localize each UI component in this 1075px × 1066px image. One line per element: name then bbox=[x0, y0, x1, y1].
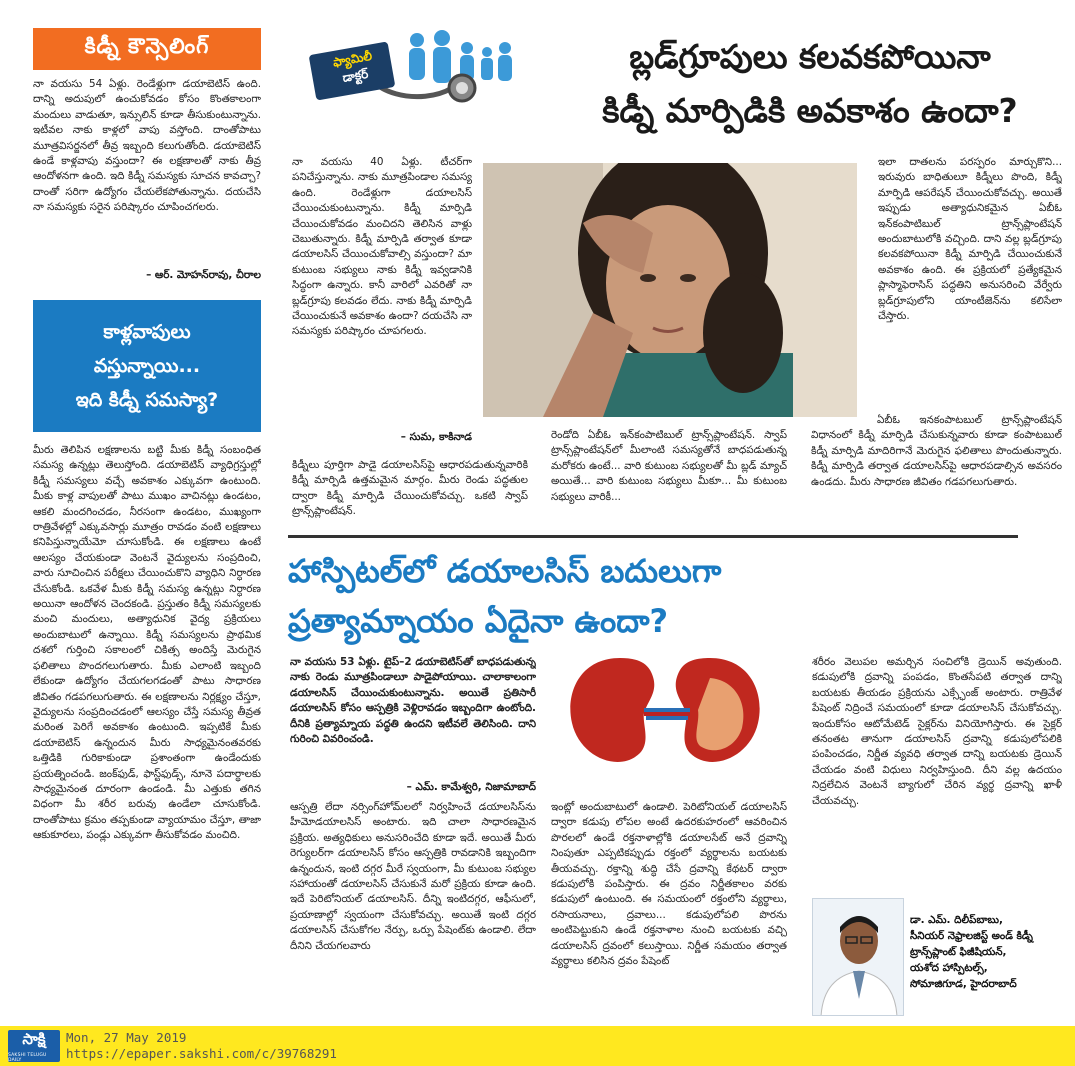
left-letter-signature: – ఆర్‌. మోహన్‌రావు, చీరాల bbox=[146, 269, 261, 281]
badge-line1: ఫ్యామిలీ bbox=[331, 48, 374, 70]
left-answer: మీరు తెలిపిన లక్షణాలను బట్టి మీకు కిడ్నీ సంబంధిత సమస్య ఉన్నట్లు తెలుస్తోంది. డయాబెటిస్‌ వ్యాధిగ్రస్తుల్లో కిడ్నీ సమస్యలు వచ్చే అవకాశం ఎక్కువగా ఉంటుంది. మీకు కాళ్ల వాపులతో పాటు ముఖం వాచినట్లు ఉండటం, ఆకలి మందగించడం, నీరసంగా ఉండటం, ముఖ్యంగా రాత్రివేళల్లో ఎక్కువసార్లు మూత్రం రావడం వంటి లక్షణాలు కనిపిస్తున్నాయేమో చూసుకోండి. ఈ లక్షణాలు ఉంటే ఆలస్యం చేయకుండా వెంటనే వైద్యులను సంప్రదించి, వారు సూచించిన పరీక్షలు చేయించుకొని వ్యాధిని నిర్ధారణ చేసుకోండి. ఒకవేళ మీకు కిడ్నీ సమస్య ఉన్నట్లు నిర్ధారణ అయినా ఆందోళన చెందకండి. ప్రస్తుతం కిడ్నీ సమస్యలకు మంచి మందులు, అత్యాధునిక వైద్య ప్రక్రియలు అందుబాటులో ఉన్నాయి. కిడ్నీ సమస్యలను ప్రాథమిక దశలో గుర్తించి సకాలంలో చికిత్స అందిస్తే మెరుగైన ఫలితాలు పొందగలుగుతారు. మీకు ఎలాంటి ఇబ్బంది లేకుండా ఉద్యోగం చేయగలగడంతో పాటు సాధారణ జీవితం గడపగలుగుతారు. ఈ లక్షణాలను నిర్లక్ష్యం చేస్తూ, వైద్యులను సంప్రదించడంలో ఆలస్యం చేస్తే సమస్య తీవ్రత మరింత పెరిగే అవకాశం ఉంటుంది. ఇప్పటికే మీకు డయాబెటిస్‌ ఉన్నందున మీరు సాధ్యమైనంతవరకు ఒత్తిడికి గురికాకుండా ప్రశాంతంగా ఉండేందుకు ప్రయత్నించండి. జంక్‌ఫుడ్, ఫాస్ట్‌ఫుడ్స్, నూనె పదార్థాలకు సాధ్యమైనంత దూరంగా ఉండండి. మీ ఎత్తుకు తగిన విధంగా మీ శరీర బరువు ఉండేలా చూసుకోండి. దాంతోపాటు క్రమం తప్పకుండా వ్యాయామం చేస్తూ, తాజా ఆకుకూరలు, పండ్లు ఎక్కువగా తీసుకోవడం మంచిది. bbox=[33, 444, 261, 842]
article2-answer-col3: శరీరం వెలుపల అమర్చిన సంచిలోకి డ్రెయిన్‌ అవుతుంది. కడుపులోకి ద్రవాన్ని పంపడం, కొంతసేపటి తర్వాత దాన్ని బయటకు తీయడం ప్రక్రియను ఎక్స్ఛేంజ్‌ అంటారు. రాత్రివేళ పేషెంట్‌ నిద్రించే సమయంలో కూడా డయాలసిస్‌ చేసుకోవచ్చు. ఇందుకోసం ఆటోమేటెడ్‌ సైక్లర్‌ను వినియోగిస్తారు. ఈ సైక్లర్‌ తనంతట తానుగా డయాలసిస్‌ ద్రవాన్ని కడుపులోపలికి పంపించడం, నిర్ణీత వ్యవధి తర్వాత దాన్ని బయటకు డ్రెయిన్‌ చేయడం వంటి విధులు నిర్వహిస్తుంది. దీని వల్ల ఉదయం నిద్రలేచిన వెంటనే బ్యాగులో చేరిన వ్యర్థ ద్రవాన్ని ఖాళీ చేయవచ్చు. bbox=[812, 656, 1062, 807]
sakshi-logo-subtext: SAKSHI TELUGU DAILY bbox=[8, 1052, 47, 1063]
doctor-hospital: యశోద హాస్పిటల్స్, bbox=[910, 962, 988, 974]
sakshi-logo[interactable] bbox=[8, 1030, 60, 1062]
sakshi-logo-text: సాక్షి bbox=[22, 1029, 46, 1048]
article2-letter: నా వయసు 53 ఏళ్లు. టైప్‌–2 డయాబెటిస్‌తో బాధపడుతున్న నాకు రెండు మూత్రపిండాలూ పాడైపోయాయి. చాలాకాలంగా డయాలసిస్‌ చేయించుకుంటున్నాను. అయితే ప్రతిసారీ డయాలసిస్‌ కోసం ఆస్పత్రికి వెళ్లిరావడం ఇబ్బందిగా ఉంటోంది. దీనికి ప్రత్యామ్నాయ పద్ధతి ఉందని ఇటీవలే తెలిసింది. దాని గురించి వివరించండి. bbox=[290, 656, 536, 746]
footer-date: Mon, 27 May 2019 bbox=[66, 1030, 187, 1045]
article1-letter: నా వయసు 40 ఏళ్లు. టీచర్‌గా పనిచేస్తున్నాను. నాకు మూత్రపిండాల సమస్య ఉంది. రెండేళ్లుగా డయాలసిస్‌ చేయించుకుంటున్నాను. కిడ్నీ మార్పిడి చేయించుకోవడం మంచిదని తెలిసిన వాళ్లు చెబుతున్నారు. కిడ్నీ మార్పిడి తర్వాత కూడా డయాలసిస్‌ చేయించుకోవాల్సి వస్తుందా? మా కుటుంబ సభ్యులు నాకు కిడ్నీ ఇవ్వడానికి సిద్ధంగా ఉన్నారు. కానీ వారిలో ఎవరితో నా బ్లడ్‌గ్రూపు కలవడం లేదు. నాకు కిడ్నీ మార్పిడి చేయించుకునే అవకాశం ఉందా? దయచేసి నా సమస్యకు పరిష్కారం చూపగలరు. bbox=[292, 156, 472, 338]
doctor-photo bbox=[812, 898, 904, 1016]
doctor-name: డా. ఎమ్‌. దిలీప్‌బాబు, bbox=[910, 914, 1003, 926]
kidney-counselling-banner bbox=[33, 28, 261, 70]
article1-answer-col2: రెండోది ఏబీఓ ఇన్‌కంపాటిబుల్‌ ట్రాన్స్‌ప్లాంటేషన్‌. స్వాప్‌ ట్రాన్స్‌ప్లాంటేషన్‌లో మీలాంటి సమస్యతోనే బాధపడుతున్న మరోకరు ఉంటే... వారి కుటుంబ సభ్యులతో మీ బ్లడ్‌ మ్యాచ్‌ అయితే... వారి కుటుంబ సభ్యులు మీకూ... మీ కుటుంబ సభ్యులు వారికీ... bbox=[551, 429, 787, 503]
swelling-title-line3: ఇది కిడ్నీ సమస్యా? bbox=[75, 389, 219, 411]
banner-title: కిడ్నీ కౌన్సెలింగ్ bbox=[84, 34, 210, 58]
article1-letter-signature: – సుమ, కాకినాడ bbox=[400, 431, 472, 443]
swelling-title-line2: వస్తున్నాయి... bbox=[93, 355, 201, 377]
article1-answer-col3: ఇలా దాతలను పరస్పరం మార్చుకొని... ఇరువురు బాధితులూ కిడ్నీలు పొంది, కిడ్నీ మార్పిడి ఆపరేషన్‌ చేయించుకోవచ్చు. అయితే ఇప్పుడు అత్యాధునికమైన ఏబీఓ ఇన్‌కంపాటిబుల్‌ ట్రాన్స్‌ప్లాంటేషన్‌ అందుబాటులోకి వచ్చింది. దాని వల్ల బ్లడ్‌గ్రూపు కలవకపోయినా కిడ్నీ మార్పిడి చేయించుకునే అవకాశం ఉంది. ఈ ప్రక్రియలో ప్రత్యేకమైన ప్లాస్మాఫెరాసిస్‌ పద్ధతిని అనుసరించి వేర్వేరు బ్లడ్‌గ్రూపులోని యాంటీజెన్‌ను కలిసేలా చేస్తారు. bbox=[878, 156, 1062, 323]
article2-headline-line1: హాస్పిటల్‌లో డయాలసిస్‌ బదులుగా bbox=[288, 552, 722, 590]
kidneys-illustration bbox=[560, 648, 770, 778]
kidney-icon bbox=[560, 648, 770, 778]
worried-woman-photo bbox=[483, 163, 857, 417]
doctor-designation: సీనియర్‌ నెఫ్రాలజిస్ట్‌ అండ్‌ కిడ్నీ bbox=[910, 930, 1033, 942]
article1-headline-line1: బ్లడ్‌గ్రూపులు కలవకపోయినా bbox=[629, 37, 991, 76]
article2-answer-col1: ఆస్పత్రి లేదా నర్సింగ్‌హోమ్‌లలో నిర్వహించే డయాలసిస్‌ను హీమోడయాలసిస్‌ అంటారు. ఇది చాలా సాధారణమైన ప్రక్రియ. అత్యధికులు అనుసరించేది కూడా ఇదే. అయితే మీరు రెగ్యులర్‌గా డయాలసిస్‌ కోసం ఆస్పత్రికి రావడానికి ఇబ్బందిగా ఉన్నందున, ఇంటి దగ్గర మీరే స్వయంగా, మీ కుటుంబ సభ్యుల సహాయంతో డయాలసిస్‌ చేసుకునే మరో ప్రక్రియ కూడా ఉంది. ఇదే పెరిటోనియల్‌ డయాలసిస్‌. దీన్ని ఇంటిదగ్గర, ఆఫీసులో, ప్రయాణాల్లో స్వయంగా చేసుకోవచ్చు. అయితే ఇంటి దగ్గర డయాలసిస్‌ చేసుకోగల నేర్పు, ఒర్పు పేషెంట్‌కు ఉండాలి. లేదా దీనిని చేయగలవారు bbox=[290, 801, 536, 952]
article2-headline bbox=[288, 546, 1028, 646]
left-letter: నా వయసు 54 ఏళ్లు. రెండేళ్లుగా డయాబెటిస్‌ ఉంది. దాన్ని అదుపులో ఉంచుకోవడం కోసం కొంతకాలంగా మందులు వాడుతూ, ఇన్సులిన్‌ కూడా తీసుకుంటున్నాను. ఇటీవల నాకు కాళ్లలో వాపు వస్తోంది. దాంతోపాటు మూత్రవిసర్జనలో తీవ్ర ఇబ్బంది కలుగుతోంది. డయాబెటిస్‌ ఉండే కాళ్లవాపు వస్తుందా? ఈ లక్షణాలతో నాకు తీవ్ర ఆందోళనగా ఉంది. ఇది కిడ్నీ సమస్యకు సూచన కావచ్చా? దాంతో సరిగా ఉద్యోగం చేయలేకపోతున్నాను. దయచేసి నా సమస్యకు సరైన పరిష్కారం చూపించగలరు. bbox=[33, 78, 261, 214]
woman-headache-image bbox=[483, 163, 857, 417]
article2-letter-signature: – ఎమ్‌. కామేశ్వరి, నిజామాబాద్‌ bbox=[406, 781, 536, 793]
article2-headline-line2: ప్రత్యామ్నాయం ఏదైనా ఉందా? bbox=[288, 602, 669, 640]
footer-url-link[interactable]: https://epaper.sakshi.com/c/39768291 bbox=[66, 1046, 337, 1061]
swelling-question-box bbox=[33, 300, 261, 432]
article1-headline bbox=[560, 30, 1060, 138]
article1-answer-col1: కిడ్నీలు పూర్తిగా పాడై డయాలసిస్‌పై ఆధారపడుతున్నవారికి కిడ్నీ మార్పిడి ఉత్తమమైన మార్గం. మీరు రెండు పద్ధతుల ద్వారా కిడ్నీ మార్పిడి చేయించుకోవచ్చు. ఒకటి స్వాప్‌ ట్రాన్స్‌ప్లాంటేషన్. bbox=[292, 459, 528, 518]
article2-answer-col2: ఇంట్లో అందుబాటులో ఉండాలి. పెరిటోనియల్‌ డయాలసిస్‌ ద్వారా కడుపు లోపల అంటే ఉదరకుహరంలో ఆవరించిన పొరలలో ఉండే రక్తనాళాల్లోకి డయాలసేట్‌ అనే ద్రవాన్ని నింపుతూ ఎప్పటికప్పుడు రక్తంలో వ్యర్థాలను బయటకు తీయవచ్చు. రక్తాన్ని శుద్ధి చేసే ద్రవాన్ని కేథటర్‌ ద్వారా కడుపులోకి పంపిస్తారు. ఈ ద్రవం నిర్ణీతకాలం వరకు కడుపులో ఉంటుంది. ఈ సమయంలో రక్తంలోని వ్యర్థాలు, రసాయనాలు, ద్రవాలు... కడుపులోపలి పొరను అంటిపెట్టుకుని ఉండే రక్తనాళాల నుంచి బయటకు వచ్చి డయాలసిస్‌ ద్రవంలో కలుస్తాయి. నిర్ణీత సమయం తర్వాత వ్యర్థాలు కలిసిన ద్రవం పేషెంట్‌ bbox=[551, 801, 787, 968]
family-doctor-logo bbox=[302, 26, 532, 116]
article1-answer-col3b: ఏబీఓ ఇనకంపాటబుల్‌ ట్రాన్స్‌ప్లాంటేషన్‌ విధానంలో కిడ్నీ మార్పిడి చేసుకున్నవారు కూడా కంపాటబుల్‌ కిడ్నీ మార్పిడి మాదిరిగానే మెరుగైన ఫలితాలు పొందుతున్నారు. కిడ్నీ మార్పిడి తర్వాత డయాలసిస్‌పై ఆధారపడాల్సిన అవసరం ఉండదు. మీరు సాధారణ జీవితం గడపగలుగుతారు. bbox=[811, 414, 1062, 488]
article1-headline-line2: కిడ్నీ మార్పిడికి అవకాశం ఉందా? bbox=[602, 91, 1018, 130]
section-divider bbox=[288, 535, 1018, 538]
doctor-avatar-icon bbox=[813, 899, 904, 1016]
doctor-location: సోమాజిగూడ, హైదరాబాద్‌ bbox=[910, 978, 1017, 990]
swelling-title-line1: కాళ్లవాపులు bbox=[103, 321, 191, 343]
doctor-designation-2: ట్రాన్స్‌ప్లాంట్‌ ఫిజీషియన్, bbox=[910, 946, 1007, 958]
badge-line2: డాక్టర్ bbox=[341, 66, 370, 86]
doctor-credit bbox=[910, 912, 1060, 992]
